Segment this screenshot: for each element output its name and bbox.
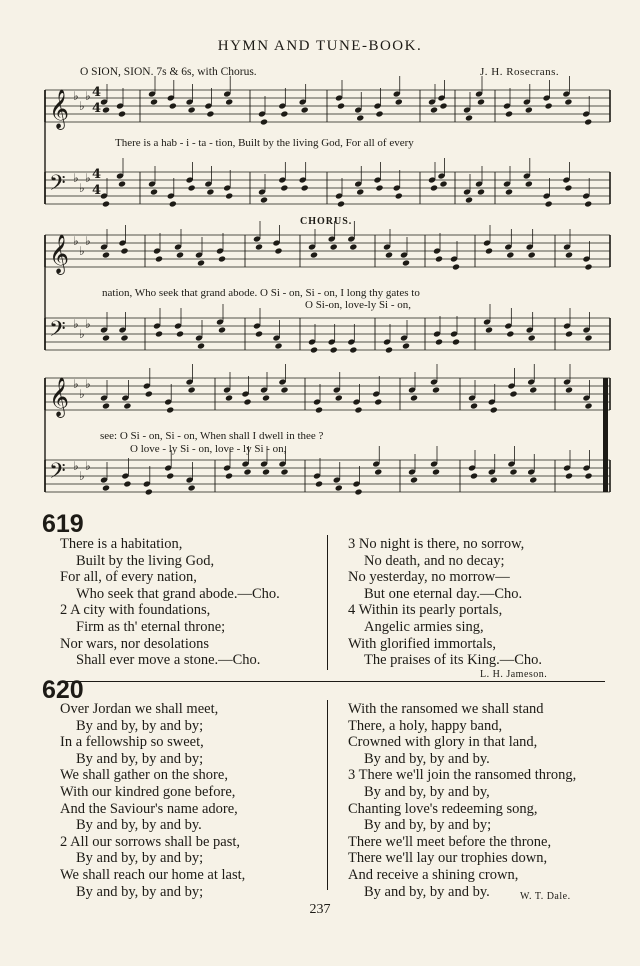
note-head: [505, 188, 513, 195]
note-head: [432, 386, 440, 393]
flat-icon: ♭: [85, 89, 91, 103]
note-head: [188, 106, 196, 113]
column-divider: [327, 700, 328, 890]
note-head: [337, 200, 345, 207]
bass-clef-icon: 𝄢: [49, 171, 66, 201]
note-head: [354, 406, 362, 413]
bass-clef-icon: 𝄢: [49, 459, 66, 489]
note-head: [565, 386, 573, 393]
note-head: [255, 243, 263, 250]
hymn-number-619: 619: [42, 510, 84, 538]
note-head: [509, 468, 517, 475]
note-head: [385, 346, 393, 353]
verse-line: There we'll lay our trophies down,: [348, 850, 548, 867]
flat-icon: ♭: [73, 89, 79, 103]
verse-line: Shall ever move a stone.—Cho.: [76, 652, 261, 669]
note-head: [260, 196, 268, 203]
note-head: [584, 263, 592, 270]
verse-line: In a fellowship so sweet,: [60, 734, 204, 751]
note-head: [435, 338, 443, 345]
note-head: [280, 468, 288, 475]
note-head: [315, 480, 323, 487]
note-head: [465, 114, 473, 121]
note-head: [280, 386, 288, 393]
flat-icon: ♭: [85, 234, 91, 248]
verse-line: By and by, by and by;: [76, 883, 204, 900]
flat-icon: ♭: [85, 171, 91, 185]
note-head: [465, 196, 473, 203]
verse-line: No death, and no decay;: [364, 552, 505, 569]
note-head: [274, 342, 282, 349]
flat-icon: ♭: [73, 459, 79, 473]
verse-line: 2 All our sorrows shall be past,: [60, 833, 241, 850]
note-head: [374, 398, 382, 405]
note-head: [197, 342, 205, 349]
music-lyric-line-3b: O love - ly Si - on, love - ly Si - on,: [130, 443, 287, 455]
note-head: [218, 326, 226, 333]
note-head: [102, 334, 110, 341]
column-divider: [327, 535, 328, 670]
note-head: [155, 330, 163, 337]
note-head: [584, 200, 592, 207]
note-head: [430, 184, 438, 191]
verse-line: For all, of every nation,: [60, 569, 197, 586]
note-head: [375, 110, 383, 117]
note-head: [102, 106, 110, 113]
note-head: [375, 184, 383, 191]
note-head: [260, 118, 268, 125]
note-head: [565, 330, 573, 337]
note-head: [439, 102, 447, 109]
verse-line: 2 A city with foundations,: [60, 602, 211, 619]
verse-line: No yesterday, no morrow—: [348, 569, 510, 586]
note-head: [354, 488, 362, 495]
note-head: [529, 476, 537, 483]
note-head: [470, 472, 478, 479]
flat-icon: ♭: [79, 387, 85, 401]
composer-credit: J. H. Rosecrans.: [480, 66, 560, 78]
verse-line: 3 There we'll join the ransomed throng,: [348, 767, 577, 784]
verse-line: By and by, by and by;: [76, 717, 204, 734]
verse-line: By and by, by and by,: [364, 783, 490, 800]
note-head: [470, 402, 478, 409]
verse-line: With glorified immortals,: [348, 635, 497, 652]
verse-line: The praises of its King.—Cho.: [364, 652, 543, 669]
final-barline: [603, 378, 608, 492]
flat-icon: ♭: [79, 181, 85, 195]
music-lyric-line-2a: nation, Who seek that grand abode. O Si - on, Si - on, I long thy gates to: [102, 287, 420, 299]
note-head: [123, 480, 131, 487]
flat-icon: ♭: [79, 99, 85, 113]
flat-icon: ♭: [79, 327, 85, 341]
note-head: [584, 402, 592, 409]
note-head: [176, 330, 184, 337]
treble-clef-icon: 𝄞: [49, 89, 70, 129]
note-head: [310, 346, 318, 353]
tune-title: O SION, SION. 7s & 6s, with Chorus.: [80, 66, 257, 78]
note-head: [335, 484, 343, 491]
flat-icon: ♭: [85, 317, 91, 331]
note-head: [395, 192, 403, 199]
flat-icon: ♭: [79, 469, 85, 483]
treble-clef-icon: 𝄞: [49, 234, 70, 274]
flat-icon: ♭: [85, 459, 91, 473]
note-head: [169, 102, 177, 109]
verse-line: We shall gather on the shore,: [60, 767, 228, 784]
note-head: [262, 468, 270, 475]
hymn-619-left-column: [60, 536, 280, 669]
note-head: [176, 251, 184, 258]
verse-line: But one eternal day.—Cho.: [364, 585, 523, 602]
flat-icon: ♭: [73, 377, 79, 391]
note-head: [262, 394, 270, 401]
verse-line: There, a holy, happy band,: [348, 717, 503, 734]
note-head: [301, 106, 309, 113]
bass-clef-icon: 𝄢: [49, 317, 66, 347]
note-head: [102, 484, 110, 491]
flat-icon: ♭: [85, 377, 91, 391]
author-credit-619: L. H. Jameson.: [480, 669, 548, 680]
note-head: [410, 476, 418, 483]
note-head: [337, 102, 345, 109]
note-head: [452, 263, 460, 270]
note-head: [435, 255, 443, 262]
time-signature: 4: [92, 101, 102, 116]
note-head: [150, 98, 158, 105]
flat-icon: ♭: [73, 234, 79, 248]
verse-line: Built by the living God,: [76, 552, 215, 569]
page-number: 237: [309, 902, 331, 917]
note-head: [506, 330, 514, 337]
verse-line: By and by, by and by.: [364, 750, 490, 767]
note-head: [432, 468, 440, 475]
note-head: [243, 398, 251, 405]
note-head: [439, 180, 447, 187]
note-head: [274, 247, 282, 254]
note-head: [410, 394, 418, 401]
note-head: [506, 251, 514, 258]
verse-line: Over Jordan we shall meet,: [60, 701, 219, 717]
note-head: [452, 338, 460, 345]
note-head: [206, 188, 214, 195]
note-head: [584, 472, 592, 479]
note-head: [335, 394, 343, 401]
note-head: [155, 255, 163, 262]
note-head: [349, 346, 357, 353]
note-head: [565, 472, 573, 479]
note-head: [225, 192, 233, 199]
note-head: [118, 180, 126, 187]
time-signature: 4: [92, 85, 102, 100]
verse-line: 3 No night is there, no sorrow,: [348, 536, 525, 552]
note-head: [485, 247, 493, 254]
note-head: [225, 472, 233, 479]
note-head: [529, 386, 537, 393]
note-head: [123, 402, 131, 409]
verse-line: There is a habitation,: [60, 536, 183, 552]
note-head: [402, 259, 410, 266]
note-head: [280, 110, 288, 117]
music-lyric-line-1: There is a hab - i - ta - tion, Built by the living God, For all of every: [115, 137, 414, 149]
note-head: [584, 334, 592, 341]
note-head: [120, 334, 128, 341]
note-head: [145, 390, 153, 397]
hymn-619-right-column: [348, 536, 542, 669]
verse-line: Chanting love's redeeming song,: [348, 800, 538, 817]
note-head: [197, 259, 205, 266]
note-head: [525, 106, 533, 113]
note-head: [490, 476, 498, 483]
verse-line: Nor wars, nor desolations: [60, 635, 210, 652]
note-head: [120, 247, 128, 254]
note-head: [330, 346, 338, 353]
verse-line: With our kindred gone before,: [60, 783, 236, 800]
note-head: [330, 243, 338, 250]
verse-line: With the ransomed we shall stand: [348, 701, 544, 717]
note-head: [485, 326, 493, 333]
note-head: [206, 110, 214, 117]
verse-line: There we'll meet before the throne,: [348, 833, 552, 850]
note-head: [310, 251, 318, 258]
note-head: [490, 406, 498, 413]
note-head: [166, 406, 174, 413]
note-head: [564, 98, 572, 105]
note-head: [255, 330, 263, 337]
hymn-620-left-column: [60, 701, 245, 900]
verse-line: And the Saviour's name adore,: [60, 800, 238, 817]
note-head: [430, 106, 438, 113]
hymn-number-620: 620: [42, 676, 84, 704]
verse-line: By and by, by and by.: [364, 883, 490, 900]
verse-line: By and by, by and by;: [76, 750, 204, 767]
chorus-label: CHORUS.: [300, 216, 353, 227]
note-head: [225, 394, 233, 401]
note-head: [102, 402, 110, 409]
note-head: [509, 390, 517, 397]
note-head: [218, 255, 226, 262]
note-head: [166, 472, 174, 479]
note-head: [118, 110, 126, 117]
verse-line: And receive a shining crown,: [348, 866, 519, 883]
note-head: [402, 342, 410, 349]
note-head: [102, 251, 110, 258]
page-header: HYMN AND TUNE-BOOK.: [217, 38, 423, 54]
note-head: [145, 488, 153, 495]
verse-line: 4 Within its pearly portals,: [348, 602, 503, 619]
author-credit-620: W. T. Dale.: [520, 891, 571, 902]
note-head: [525, 180, 533, 187]
note-head: [545, 102, 553, 109]
flat-icon: ♭: [73, 317, 79, 331]
verse-line: By and by, by and by;: [76, 850, 204, 867]
note-head: [102, 200, 110, 207]
note-head: [565, 251, 573, 258]
note-head: [301, 184, 309, 191]
note-head: [505, 110, 513, 117]
note-head: [385, 251, 393, 258]
note-head: [374, 468, 382, 475]
note-head: [349, 243, 357, 250]
time-signature: 4: [92, 167, 102, 182]
flat-icon: ♭: [79, 244, 85, 258]
note-head: [225, 98, 233, 105]
note-head: [150, 188, 158, 195]
note-head: [280, 184, 288, 191]
note-head: [356, 114, 364, 121]
verse-line: By and by, by and by;: [364, 817, 492, 834]
verse-line: Firm as th' eternal throne;: [76, 618, 226, 635]
note-head: [315, 406, 323, 413]
note-head: [528, 334, 536, 341]
time-signature: 4: [92, 183, 102, 198]
hymn-620-right-column: [348, 701, 576, 900]
music-lyric-line-2b: O Si-on, love-ly Si - on,: [305, 299, 412, 311]
note-head: [395, 98, 403, 105]
note-head: [477, 98, 485, 105]
verse-line: Angelic armies sing,: [364, 618, 484, 635]
note-head: [188, 386, 196, 393]
note-head: [188, 484, 196, 491]
music-lyric-line-3a: see: O Si - on, Si - on, When shall I dwell in thee ?: [100, 430, 324, 442]
verse-line: We shall reach our home at last,: [60, 866, 246, 883]
treble-clef-icon: 𝄞: [49, 377, 70, 417]
verse-line: By and by, by and by.: [76, 817, 202, 834]
note-head: [584, 118, 592, 125]
note-head: [188, 184, 196, 191]
hymn-separator: [60, 681, 605, 682]
note-head: [564, 184, 572, 191]
flat-icon: ♭: [73, 171, 79, 185]
note-head: [356, 188, 364, 195]
note-head: [477, 188, 485, 195]
note-head: [528, 251, 536, 258]
verse-line: Crowned with glory in that land,: [348, 734, 538, 751]
note-head: [545, 200, 553, 207]
note-head: [243, 468, 251, 475]
note-head: [169, 200, 177, 207]
verse-line: Who seek that grand abode.—Cho.: [76, 585, 280, 602]
